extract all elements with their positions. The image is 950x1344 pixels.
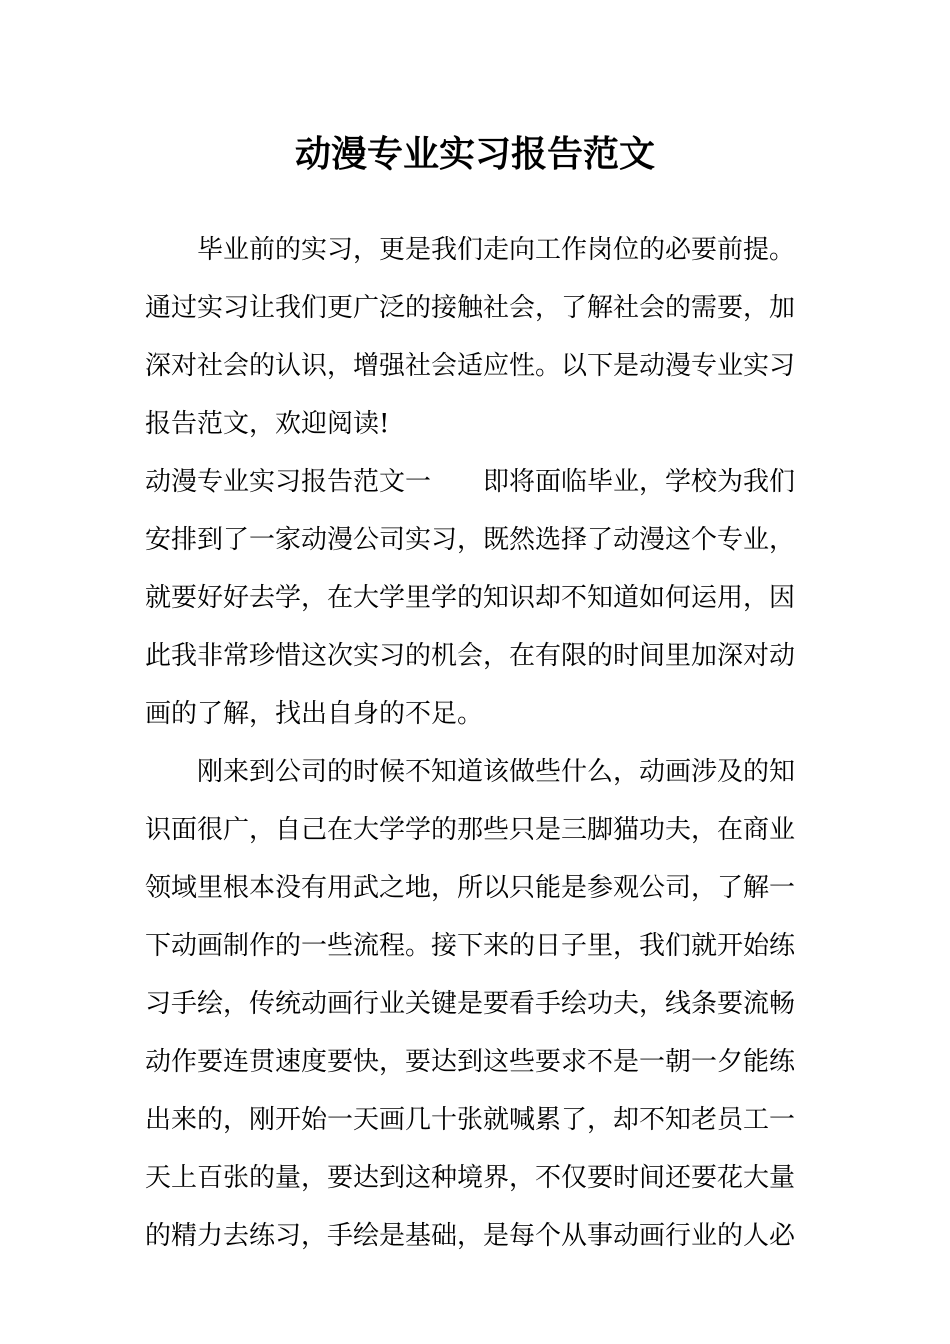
section-first-line: 即将面临毕业，学校为我们 bbox=[483, 467, 796, 497]
paragraph-line: 动作要连贯速度要快，要达到这些要求不是一朝一夕能练 bbox=[145, 1047, 796, 1077]
section-heading-line bbox=[145, 462, 810, 502]
paragraph-line: 习手绘，传统动画行业关键是要看手绘功夫，线条要流畅 bbox=[145, 989, 796, 1019]
intro-line: 通过实习让我们更广泛的接触社会，了解社会的需要，加 bbox=[145, 293, 796, 323]
section-heading: 动漫专业实习报告范文一 bbox=[145, 467, 432, 497]
intro-line: 报告范文，欢迎阅读! bbox=[145, 409, 390, 439]
paragraph-line: 的精力去练习，手绘是基础，是每个从事动画行业的人必 bbox=[145, 1221, 796, 1251]
section-line: 画的了解，找出自身的不足。 bbox=[145, 699, 484, 729]
section-line: 就要好好去学，在大学里学的知识却不知道如何运用，因 bbox=[145, 583, 796, 613]
paragraph-line: 领域里根本没有用武之地，所以只能是参观公司，了解一 bbox=[145, 873, 796, 903]
section-line: 此我非常珍惜这次实习的机会，在有限的时间里加深对动 bbox=[145, 641, 796, 671]
paragraph-line: 出来的，刚开始一天画几十张就喊累了，却不知老员工一 bbox=[145, 1105, 796, 1135]
intro-line: 毕业前的实习，更是我们走向工作岗位的必要前提。 bbox=[197, 235, 796, 265]
intro-line: 深对社会的认识，增强社会适应性。以下是动漫专业实习 bbox=[145, 351, 796, 381]
paragraph-line: 刚来到公司的时候不知道该做些什么，动画涉及的知 bbox=[197, 757, 796, 787]
section-line: 安排到了一家动漫公司实习，既然选择了动漫这个专业， bbox=[145, 525, 796, 555]
paragraph-line: 识面很广，自己在大学学的那些只是三脚猫功夫，在商业 bbox=[145, 815, 796, 845]
paragraph-line: 天上百张的量，要达到这种境界，不仅要时间还要花大量 bbox=[145, 1163, 796, 1193]
paragraph-line: 下动画制作的一些流程。接下来的日子里，我们就开始练 bbox=[145, 931, 796, 961]
document-title: 动漫专业实习报告范文 bbox=[294, 133, 655, 175]
